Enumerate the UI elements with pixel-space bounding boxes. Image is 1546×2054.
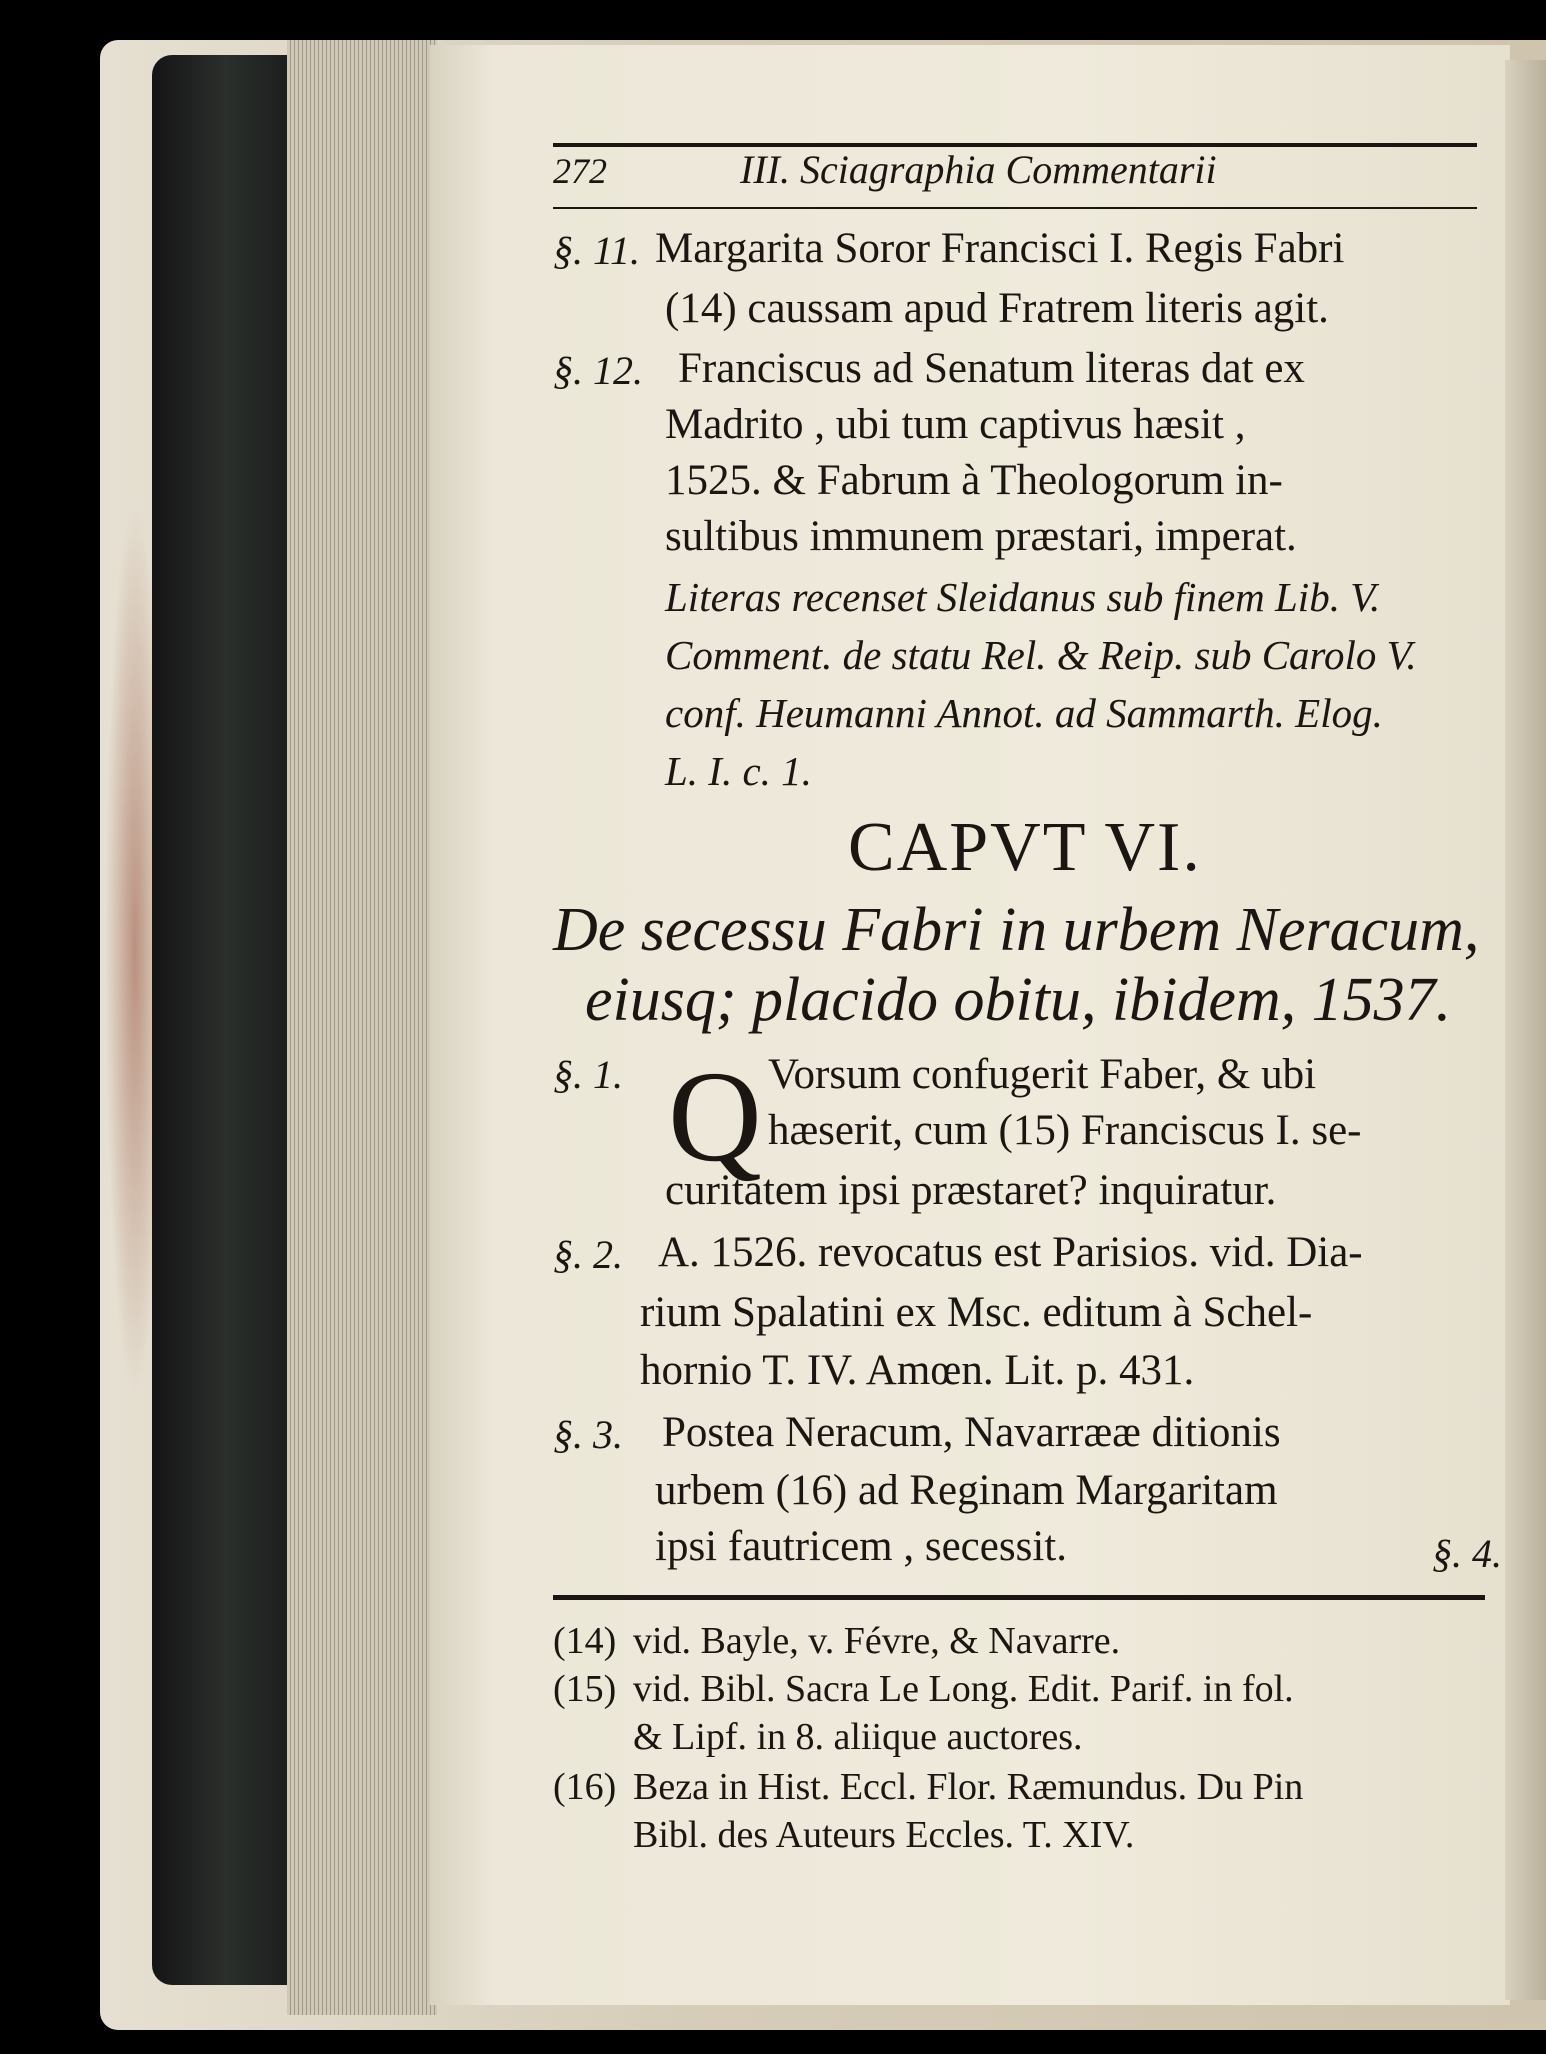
catchword: §. 4. — [1432, 1531, 1502, 1576]
footnote — [553, 1618, 1120, 1664]
drop-cap: Q — [668, 1045, 762, 1189]
header-rule-bottom — [553, 207, 1477, 209]
note-line: Literas recenset Sleidanus sub finem Lib. V. — [665, 574, 1381, 620]
footnote — [553, 1666, 1294, 1712]
section-mark: §. 12. — [553, 348, 643, 393]
footnote-text: vid. Bibl. Sacra Le Long. Edit. Parif. in fol. — [633, 1668, 1294, 1710]
text-line: Vorsum confugerit Faber, & ubi — [768, 1051, 1317, 1098]
footnote — [633, 1714, 1083, 1760]
footnote — [553, 1764, 1303, 1810]
footnote-rule — [553, 1595, 1485, 1600]
text-line: hæserit, cum (15) Franciscus I. se- — [768, 1107, 1362, 1154]
running-title: III. Sciagraphia Commentarii — [740, 147, 1217, 192]
footnote-text: Beza in Hist. Eccl. Flor. Ræmundus. Du Pin — [633, 1766, 1304, 1808]
section-mark: §. 2. — [553, 1232, 623, 1277]
footnote-mark: (14) — [553, 1620, 617, 1662]
footnote-mark: (16) — [553, 1766, 617, 1808]
page-edges — [287, 40, 437, 2015]
next-page-edge — [1505, 60, 1546, 2000]
footnote-mark: (15) — [553, 1668, 617, 1710]
text-line: (14) caussam apud Fratrem literis agit. — [665, 285, 1329, 332]
section-mark: §. 3. — [553, 1412, 623, 1457]
footnote-text: Bibl. des Auteurs Eccles. T. XIV. — [633, 1814, 1135, 1856]
footnote — [633, 1812, 1134, 1858]
footnote-text: vid. Bayle, v. Févre, & Navarre. — [633, 1620, 1121, 1662]
text-line: curitatem ipsi præstaret? inquiratur. — [665, 1167, 1277, 1214]
note-line: Comment. de statu Rel. & Reip. sub Carolo V. — [665, 632, 1417, 678]
text-line: urbem (16) ad Reginam Margaritam — [655, 1467, 1278, 1514]
text-line: hornio T. IV. Amœn. Lit. p. 431. — [640, 1347, 1195, 1394]
section-mark: §. 11. — [553, 228, 641, 273]
text-line: Margarita Soror Francisci I. Regis Fabri — [655, 225, 1345, 272]
note-line: conf. Heumanni Annot. ad Sammarth. Elog. — [665, 690, 1383, 736]
text-line: ipsi fautricem , secessit. — [655, 1523, 1067, 1570]
chapter-subtitle-2: eiusq; placido obitu, ibidem, 1537. — [585, 966, 1452, 1034]
note-line: L. I. c. 1. — [665, 748, 812, 794]
chapter-heading: CAPVT VI. — [848, 809, 1202, 886]
text-line: Madrito , ubi tum captivus hæsit , — [665, 401, 1246, 448]
book-spine — [152, 55, 287, 1985]
text-line: Franciscus ad Senatum literas dat ex — [678, 345, 1305, 392]
chapter-subtitle-1: De secessu Fabri in urbem Neracum, — [553, 896, 1480, 964]
footnote-text: & Lipf. in 8. aliique auctores. — [633, 1716, 1083, 1758]
section-mark: §. 1. — [553, 1052, 623, 1097]
text-line: A. 1526. revocatus est Parisios. vid. Dia- — [658, 1229, 1363, 1276]
page-number: 272 — [553, 151, 607, 191]
text-line: Postea Neracum, Navarrææ ditionis — [662, 1409, 1281, 1456]
text-line: 1525. & Fabrum à Theologorum in- — [665, 457, 1283, 504]
text-line: sultibus immunem præstari, imperat. — [665, 513, 1297, 560]
text-line: rium Spalatini ex Msc. editum à Schel- — [640, 1289, 1313, 1336]
